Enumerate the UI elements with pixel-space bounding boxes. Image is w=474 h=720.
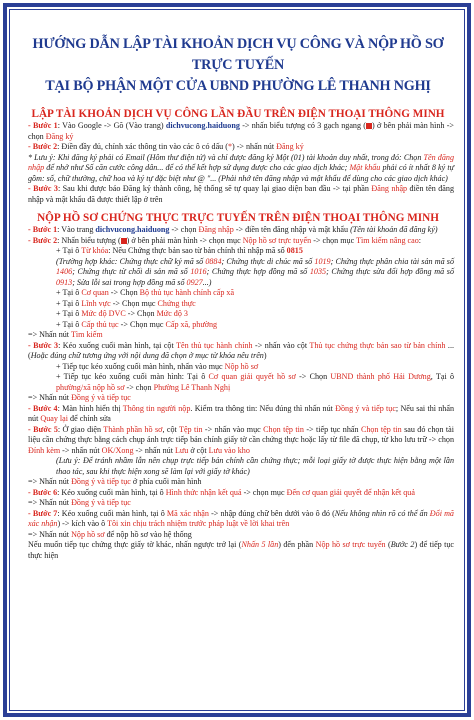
- other-codes: (Trường hợp khác: Chứng thực chữ ký mã số 0884; Chứng thực di chúc mã số 1019; Chứng thực phân chia tài sản mã số 1406; Chứng thực từ chối di sản mã số 1016; Chứng thực hợp đồng mã số 1035; Chứng thực sửa đổi hợp đồng mã số 0913; Sửa lỗi sai trong hợp đồng mã số 0927...): [56, 256, 454, 287]
- s1-step-3: - Bước 3: Sau khi được báo Đăng ký thành công, hệ thống sẽ tự quay lại giao diện ban đầu -> tại phần Đăng nhập điền tên đăng nhập và mật khẩu đã được thiết lập ở trên: [28, 184, 454, 204]
- s2-step-6: - Bước 6: Kéo xuống cuối màn hình, tại ô Hình thức nhận kết quả -> chọn mục Đến cơ quan giải quyết để nhận kết quả: [28, 487, 415, 497]
- s2-step-5: - Bước 5: Ở giao diện Thành phần hồ sơ, cột Tệp tin -> nhấn vào mục Chọn tệp tin -> tiếp tục nhấn Chọn tệp tin sau đó chọn tài liệu cần chứng thực bằng cách chụp ảnh trực tiếp bản chính giấy tờ cần chứng thực hoặc lấy từ file đã chụp, từ kho lưu trữ -> chọn Đính kèm -> nhấn nút OK/Xong -> nhấn nút Lưu ở cột Lưu vào kho: [28, 424, 455, 455]
- s1-note: * Lưu ý: Khi đăng ký phải có Email (Hôm thư điện tử) và chỉ được đăng ký Một (01) tài khoản duy nhất, trong đó: Chọn Tên đăng nhập để nhớ như Số căn cước công dân... để có thể kết hợp sử dụng được cho các giao dịch khác; Mật khẩu phải có ít nhất 8 ký tự gồm: số, chữ thường, chữ hoa và ký tự đặc biệt như @ "... (Phải nhớ tên đăng nhập và mật khẩu để dùng cho các giao dịch khác): [28, 152, 455, 183]
- keyword-item: + Tại ô Từ khóa: Nếu Chứng thực bản sao từ bản chính thì nhập mã số 0815: [56, 246, 303, 255]
- filter-item: + Tại ô Cơ quan -> Chọn Bộ thủ tục hành chính cấp xã: [56, 288, 235, 297]
- agree-action-1: => Nhấn nút Đồng ý và tiếp tục: [28, 393, 131, 402]
- submit-action: => Nhấn nút Nộp hồ sơ để nộp hồ sơ vào hệ thống: [28, 529, 192, 539]
- filter-item: + Tại ô Cấp thủ tục -> Chọn mục Cấp xã, phường: [56, 319, 218, 329]
- agree-action-3: => Nhấn nút Đồng ý và tiếp tục: [28, 498, 131, 507]
- continue-2: + Tiếp tục kéo xuống cuối màn hình: Tại ô Cơ quan giải quyết hồ sơ -> Chọn UBND thành phố Hải Dương, Tại ô phường/xã nộp hồ sơ -> chọn Phường Lê Thanh Nghị: [56, 372, 454, 392]
- s2-step-2: - Bước 2: Nhấn biểu tượng ( ) ở bên phải màn hình -> chọn mục Nộp hồ sơ trực tuyến -> chọn mục Tìm kiếm nâng cao:: [28, 235, 422, 245]
- final-note: Nếu muốn tiếp tục chứng thực giấy tờ khác, nhấn ngược trở lại (Nhấn 5 lần) đến phần Nộp hồ sơ trực tuyến (Bước 2) để tiếp tục thực hiện: [28, 540, 455, 560]
- s1-step-1: - Bước 1: Vào Google -> Gõ (Vào trang) dichvucong.haiduong -> nhấn biểu tượng có 3 gạch ngang ( ) ở bên phải màn hình -> chọn Đăng ký: [28, 121, 455, 141]
- section-1-heading: LẬP TÀI KHOẢN DỊCH VỤ CÔNG LẦN ĐẦU TRÊN ĐIỆN THOẠI THÔNG MINH: [31, 108, 445, 120]
- filter-item: + Tại ô Mức độ DVC -> Chọn Mức độ 3: [56, 309, 188, 318]
- s1-step-2: - Bước 2: Điền đầy đủ, chính xác thông tin vào các ô có dấu (*) -> nhấn nút Đăng ký: [28, 142, 304, 151]
- s2-step-3: - Bước 3: Kéo xuống cuối màn hình, tại cột Tên thủ tục hành chính -> nhấn vào cột Thủ tục chứng thực bản sao từ bản chính ... (Hoặc đúng chữ tương ứng với nội dung đã chọn ở mục từ khóa nêu trên): [28, 340, 454, 360]
- document-title: [22, 34, 454, 97]
- s2-step-5-note: (Lưu ý: Để tránh nhầm lẫn nên chụp trực tiếp bản chính cần chứng thực; mỗi loại giấy tờ được thực hiện bằng một lần thao tác, sau khi thực hiện xong sẽ làm lại với giấy tờ khác): [56, 456, 454, 476]
- title-line-1: HƯỚNG DẪN LẬP TÀI KHOẢN DỊCH VỤ CÔNG VÀ NỘP HỒ SƠ TRỰC TUYẾN: [32, 36, 444, 73]
- continue-1: + Tiếp tục kéo xuống cuối màn hình, nhấn vào mục Nộp hồ sơ: [56, 361, 259, 371]
- s2-step-7: - Bước 7: Kéo xuống cuối màn hình, tại ô Mã xác nhận -> nhập đúng chữ bên dưới vào ô đó (Nếu không nhìn rõ có thể ấn Đổi mã xác nhận) -> kích vào ô Tôi xin chịu trách nhiệm trước pháp luật về lời khai trên: [28, 508, 454, 528]
- section-2-heading: NỘP HỒ SƠ CHỨNG THỰC TRỰC TUYẾN TRÊN ĐIỆN THOẠI THÔNG MINH: [37, 212, 439, 224]
- search-action: => Nhấn nút Tìm kiếm: [28, 330, 103, 339]
- agree-action-2: => Nhấn nút Đồng ý và tiếp tục ở phía cuối màn hình: [28, 477, 202, 486]
- s2-step-4: - Bước 4: Màn hình hiển thị Thông tin người nộp. Kiểm tra thông tin: Nếu đúng thì nhấn nút Đồng ý và tiếp tục; Nếu sai thì nhấn nút Quay lại để chỉnh sửa: [28, 403, 454, 423]
- title-line-2: TẠI BỘ PHẬN MỘT CỬA UBND PHƯỜNG LÊ THANH NGHỊ: [45, 78, 431, 94]
- document-body: [9, 9, 465, 711]
- filter-item: + Tại ô Lĩnh vực -> Chọn mục Chứng thực: [56, 298, 196, 308]
- s2-step-1: - Bước 1: Vào trang dichvucong.haiduong -> chọn Đăng nhập -> điền tên đăng nhập và mật khẩu (Tên tài khoản đã đăng ký): [28, 225, 438, 234]
